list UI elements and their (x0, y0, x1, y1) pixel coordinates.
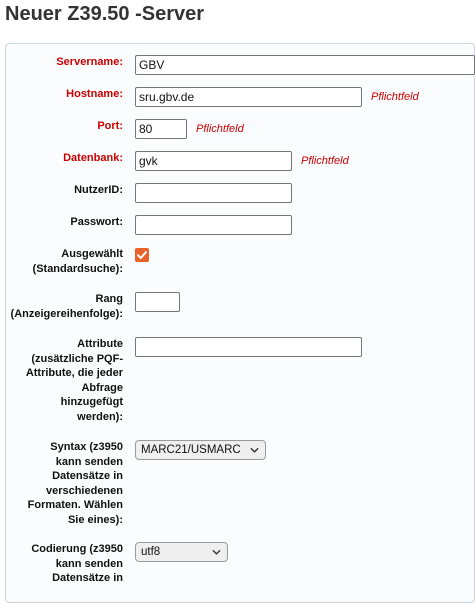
syntax-label (0, 440, 123, 527)
port-required-hint: Pflichtfeld (196, 123, 244, 135)
syntax-select-value: MARC21/USMARC (141, 444, 241, 456)
page-title: Neuer Z39.50 -Server (5, 3, 205, 25)
servername-label: Servername: (56, 56, 123, 68)
syntax-label-line: kann senden (55, 455, 123, 468)
attributes-label-line: Attribute, die jeder (25, 367, 123, 379)
encoding-label (0, 542, 123, 586)
password-input[interactable] (135, 215, 292, 235)
encoding-label-line: Datensätze in (52, 572, 123, 584)
attributes-label (0, 337, 123, 424)
checked-checkbox[interactable] (135, 248, 149, 262)
attributes-label-line: werden): (77, 410, 123, 423)
rank-input[interactable] (135, 292, 180, 312)
attributes-label-line: hinzugefügt (60, 396, 123, 408)
userid-label: NutzerID: (74, 184, 123, 196)
userid-input[interactable] (135, 183, 292, 203)
chevron-down-icon (212, 548, 221, 557)
hostname-label: Hostname: (66, 88, 123, 100)
hostname-required-hint: Pflichtfeld (371, 91, 419, 103)
chevron-down-icon (250, 446, 259, 455)
encoding-select[interactable] (135, 542, 228, 562)
syntax-label-line: Formaten. Wählen (27, 499, 123, 511)
rank-label-line: Rang (95, 293, 123, 305)
checked-label-line: (Standardsuche): (32, 262, 123, 275)
checkmark-icon (136, 249, 148, 261)
attributes-label-line: Abfrage (81, 381, 123, 394)
encoding-select-value: utf8 (141, 546, 161, 558)
encoding-label-line: kann senden (55, 557, 123, 570)
port-label: Port: (97, 120, 123, 132)
syntax-label-line: Datensätze in (52, 470, 123, 482)
encoding-label-line: Codierung (z3950 (31, 543, 123, 555)
syntax-label-line: Syntax (z3950 (50, 441, 123, 453)
database-required-hint: Pflichtfeld (301, 155, 349, 167)
rank-label-line: (Anzeigereihenfolge): (10, 307, 123, 320)
servername-input[interactable] (135, 55, 475, 75)
syntax-select[interactable] (135, 440, 266, 460)
rank-label (0, 292, 123, 321)
attributes-label-line: (zusätzliche PQF- (31, 352, 123, 365)
hostname-input[interactable] (135, 87, 362, 107)
checked-label-line: Ausgewählt (61, 248, 123, 260)
password-label: Passwort: (70, 216, 123, 228)
syntax-label-line: verschiedenen (45, 484, 123, 497)
attributes-label-line: Attribute (77, 338, 123, 350)
database-label: Datenbank: (63, 152, 123, 164)
checked-label (0, 247, 123, 276)
attributes-input[interactable] (135, 337, 362, 357)
database-input[interactable] (135, 151, 292, 171)
syntax-label-line: Sie eines): (67, 513, 123, 526)
port-input[interactable] (135, 119, 187, 139)
